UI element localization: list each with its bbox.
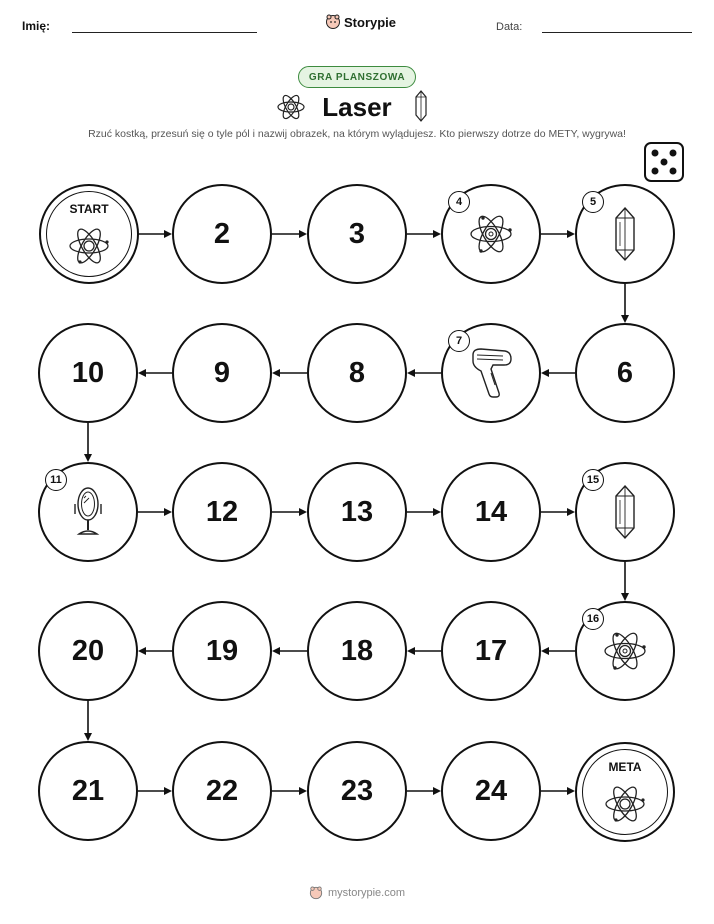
board-cell [441,184,541,284]
cell-number: 2 [213,217,231,250]
board-cell [575,601,675,701]
cell-number-badge: 15 [582,469,604,491]
crystal-icon [613,206,637,262]
finish-label: META [608,760,642,774]
instructions-text: Rzuć kostką, przesuń się o tyle pól i nazwij obrazek, na którym wylądujesz. Kto pierwszy dotrze do METY, wygrywa! [88,128,626,140]
page-title: Laser [322,92,392,122]
path-arrow [272,369,307,377]
cell-number: 22 [205,774,239,807]
path-arrow [407,647,441,655]
path-arrow [541,647,575,655]
board-cell [307,601,407,701]
board-cell [441,462,541,562]
cell-number: 20 [71,634,105,667]
path-arrow [541,230,575,238]
game-type-badge: GRA PLANSZOWA [298,66,416,88]
cell-number: 21 [71,774,105,807]
board-cell [307,323,407,423]
board-cell [38,323,138,423]
path-arrow [621,284,629,323]
board-cell [38,462,138,562]
cell-number: 8 [348,356,366,389]
board-cell [441,741,541,841]
board-cell [38,601,138,701]
start-cell [39,184,139,284]
mirror-icon [71,484,105,540]
path-arrow [272,508,307,516]
cell-number: 12 [205,495,239,528]
path-arrow [407,230,441,238]
cell-number: 19 [205,634,239,667]
cell-number: 9 [213,356,231,389]
cell-number-badge: 11 [45,469,67,491]
cell-number: 23 [340,774,374,807]
path-arrow [621,562,629,601]
board-cell [575,184,675,284]
board-cell [172,462,272,562]
atom-icon [603,782,647,826]
board-cell [575,323,675,423]
date-label: Data: [496,21,523,33]
cell-number: 10 [71,356,105,389]
board-cell [307,462,407,562]
path-arrow [272,787,307,795]
board-cell [441,323,541,423]
atom-icon [602,628,648,674]
finish-cell [575,742,675,842]
board-cell [307,184,407,284]
board-cell [172,741,272,841]
path-arrow [138,230,172,238]
crystal-icon [613,484,637,540]
cell-number: 18 [340,634,374,667]
board-cell [38,741,138,841]
path-arrow [138,647,172,655]
storypie-mascot-icon [309,886,323,900]
path-arrow [138,508,172,516]
board-cell [172,601,272,701]
footer-url: mystorypie.com [327,887,406,899]
board-cell [575,462,675,562]
cell-number: 3 [348,217,366,250]
path-arrow [407,508,441,516]
path-arrow [138,369,172,377]
barcode-scanner-icon [469,347,513,399]
start-label: START [69,202,109,216]
path-arrow [541,369,575,377]
path-arrow [272,647,307,655]
path-arrow [541,508,575,516]
cell-number: 6 [616,356,634,389]
cell-number-badge: 5 [582,191,604,213]
board-cell [172,184,272,284]
name-label: Imię: [22,19,51,33]
board-cell [441,601,541,701]
path-arrow [84,423,92,462]
cell-number-badge: 4 [448,191,470,213]
atom-icon [468,211,514,257]
cell-number-badge: 7 [448,330,470,352]
atom-icon [67,224,111,268]
cell-number: 14 [474,495,508,528]
cell-number: 13 [340,495,374,528]
path-arrow [407,787,441,795]
path-arrow [407,369,441,377]
path-arrow [84,701,92,741]
cell-number: 17 [474,634,508,667]
cell-number: 24 [474,774,508,807]
cell-number-badge: 16 [582,608,604,630]
brand-name: Storypie [344,14,397,30]
footer [0,886,714,900]
path-arrow [541,787,575,795]
path-arrow [272,230,307,238]
path-arrow [138,787,172,795]
board-cell [307,741,407,841]
board-cell [172,323,272,423]
